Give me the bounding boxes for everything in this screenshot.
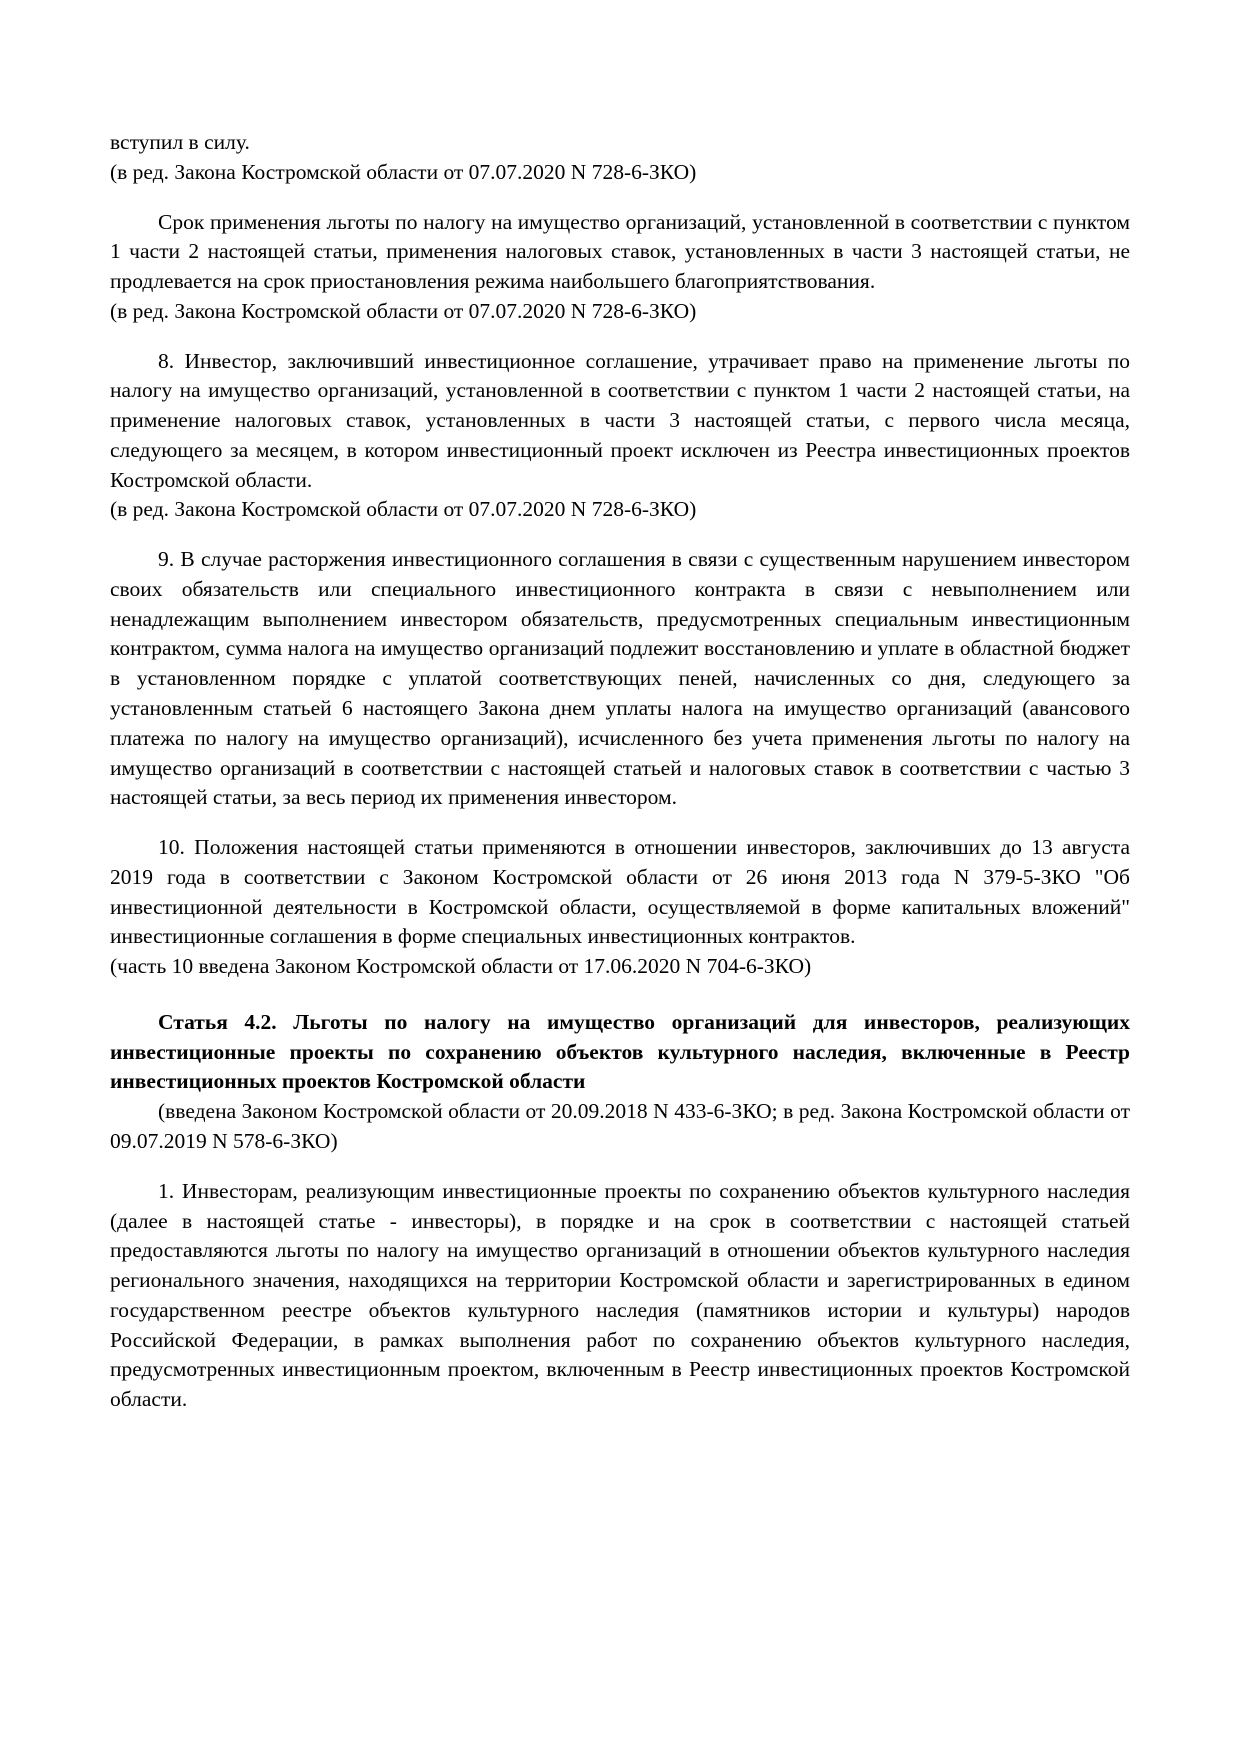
spacer xyxy=(110,188,1130,208)
paragraph-continuation: вступил в силу. xyxy=(110,130,250,154)
spacer xyxy=(110,525,1130,545)
article-heading-4-2: Статья 4.2. Льготы по налогу на имущество организаций для инвесторов, реализующих инвестиционные проекты по сохранению объектов культурного наследия, включенные в Реестр инвестиционных проектов Костромской области xyxy=(110,1009,1130,1094)
editorial-note: (введена Законом Костромской области от 20.09.2018 N 433-6-ЗКО; в ред. Закона Костромской области от 09.07.2019 N 578-6-ЗКО) xyxy=(110,1099,1130,1153)
document-body xyxy=(110,128,1130,1415)
paragraph-item-8: 8. Инвестор, заключивший инвестиционное соглашение, утрачивает право на применение льготы по налогу на имущество организаций, установленной в соответствии с пунктом 1 части 2 настоящей статьи, на применение налоговых ставок, установленных в части 3 настоящей статьи, с первого числа месяца, следующего за месяцем, в котором инвестиционный проект исключен из Реестра инвестиционных проектов Костромской области. xyxy=(110,348,1130,492)
editorial-note: (часть 10 введена Законом Костромской области от 17.06.2020 N 704-6-ЗКО) xyxy=(110,954,812,979)
spacer xyxy=(110,1157,1130,1177)
spacer xyxy=(110,813,1130,833)
editorial-note: (в ред. Закона Костромской области от 07.07.2020 N 728-6-ЗКО) xyxy=(110,298,697,323)
editorial-note: (в ред. Закона Костромской области от 07.07.2020 N 728-6-ЗКО) xyxy=(110,159,697,184)
spacer xyxy=(110,327,1130,347)
editorial-note: (в ред. Закона Костромской области от 07.07.2020 N 728-6-ЗКО) xyxy=(110,497,697,522)
article-heading-block xyxy=(110,1008,1130,1157)
paragraph-item-9: 9. В случае расторжения инвестиционного соглашения в связи с существенным нарушением инвестором своих обязательств или специального инвестиционного контракта в связи с невыполнением или ненадлежащим выполнением инвестором обязательств, предусмотренных специальным инвестиционным контрактом, сумма налога на имущество организаций подлежит восстановлению и уплате в областной бюджет в установленном порядке с уплатой соответствующих пеней, начисленных со дня, следующего за установленным статьей 6 настоящего Закона днем уплаты налога на имущество организаций (авансового платежа по налогу на имущество организаций), исчисленного без учета применения льготы по налогу на имущество организаций в соответствии с настоящей статьей и налоговых ставок в соответствии с частью 3 настоящей статьи, за весь период их применения инвестором. xyxy=(110,547,1130,810)
paragraph-item-10: 10. Положения настоящей статьи применяются в отношении инвесторов, заключивших до 13 августа 2019 года в соответствии с Законом Костромской области от 26 июня 2013 года N 379-5-ЗКО "Об инвестиционной деятельности в Костромской области, осуществляемой в форме капитальных вложений" инвестиционные соглашения в форме специальных инвестиционных контрактов. xyxy=(110,835,1130,949)
paragraph-term-of-benefit: Срок применения льготы по налогу на имущество организаций, установленной в соответствии с пунктом 1 части 2 настоящей статьи, применения налоговых ставок, установленных в части 3 настоящей статьи, не продлевается на срок приостановления режима наибольшего благоприятствования. xyxy=(110,209,1130,294)
paragraph-article-4-2-item-1: 1. Инвесторам, реализующим инвестиционные проекты по сохранению объектов культурного наследия (далее в настоящей статье - инвесторы), в порядке и на срок в соответствии с настоящей статьей предоставляются льготы по налогу на имущество организаций в отношении объектов культурного наследия регионального значения, находящихся на территории Костромской области и зарегистрированных в едином государственном реестре объектов культурного наследия (памятников истории и культуры) народов Российской Федерации, в рамках выполнения работ по сохранению объектов культурного наследия, предусмотренных инвестиционным проектом, включенным в Реестр инвестиционных проектов Костромской области. xyxy=(110,1178,1130,1412)
